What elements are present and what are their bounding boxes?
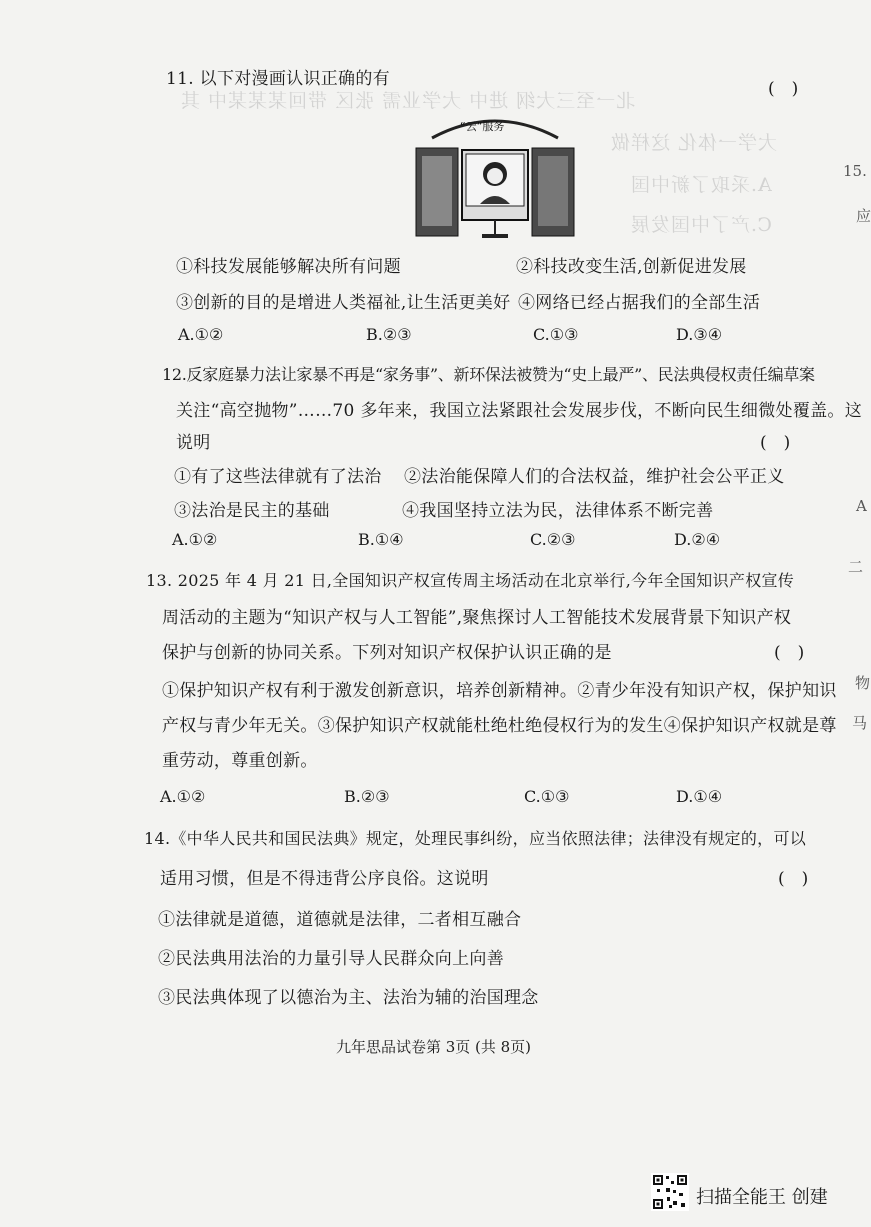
q11-choice-c: C.①③ (533, 325, 579, 344)
q14-stem-line: 适用习惯，但是不得违背公序良俗。这说明 (160, 869, 489, 889)
q13-choice-c: C.①③ (524, 787, 570, 806)
bleed-through-text: 北一至三大纲 进中 大学业需 张区 带回某某某中 其 (180, 90, 636, 112)
q14-stem-line: 14.《中华人民共和国民法典》规定，处理民事纠纷，应当依照法律；法律没有规定的，可以 (144, 829, 807, 848)
q12-choice-d: D.②④ (674, 530, 721, 549)
scanner-brand-label: 扫描全能王 创建 (696, 1187, 828, 1208)
q12-stem-line: 12.反家庭暴力法让家暴不再是“家务事”、新环保法被赞为“史上最严”、民法典侵权责任编草案 (162, 365, 815, 384)
q12-stem-line: 说明 (176, 433, 211, 453)
q13-items-line: ①保护知识产权有利于激发创新意识，培养创新精神。②青少年没有知识产权，保护知识 (162, 681, 837, 701)
q11-item-1: ①科技发展能够解决所有问题 (176, 257, 401, 277)
cloud-service-cartoon (412, 108, 578, 240)
q11-item-3: ③创新的目的是增进人类福祉,让生活更美好 (176, 293, 511, 313)
q13-stem-line: 周活动的主题为“知识产权与人工智能”,聚焦探讨人工智能技术发展背景下知识产权 (162, 608, 792, 628)
q11-item-2: ②科技改变生活,创新促进发展 (516, 257, 747, 277)
q12-answer-paren: ( ) (760, 433, 791, 453)
q12-choice-b: B.①④ (358, 530, 404, 549)
edge-char: 二 (848, 558, 864, 576)
q11-choice-d: D.③④ (676, 325, 723, 344)
page-footer: 九年思品试卷第 3页 (共 8页) (335, 1038, 532, 1056)
q11-choice-a: A.①② (178, 325, 224, 344)
bleed-through-text: A.采取了新中国 (630, 174, 772, 196)
edge-char: 应 (856, 207, 871, 225)
q14-item-2: ②民法典用法治的力量引导人民群众向上向善 (158, 949, 504, 969)
edge-char: 马 (852, 714, 868, 732)
q13-items-line: 产权与青少年无关。③保护知识产权就能杜绝杜绝侵权行为的发生④保护知识产权就是尊 (162, 716, 837, 736)
q11-answer-paren: ( ) (768, 79, 799, 99)
q12-item-3: ③法治是民主的基础 (174, 501, 330, 521)
q12-stem-line: 关注“高空抛物”……70 多年来，我国立法紧跟社会发展步伐，不断向民生细微处覆盖。这 (176, 401, 863, 421)
q12-item-4: ④我国坚持立法为民，法律体系不断完善 (402, 501, 714, 521)
cartoon-title: “云”服务 (460, 120, 505, 133)
q12-choice-c: C.②③ (530, 530, 576, 549)
bleed-through-text: C.产了中国发展 (630, 214, 772, 236)
q14-item-3: ③民法典体现了以德治为主、法治为辅的治国理念 (158, 988, 539, 1008)
q14-item-1: ①法律就是道德，道德就是法律，二者相互融合 (158, 910, 522, 930)
q13-choice-d: D.①④ (676, 787, 723, 806)
q13-choice-a: A.①② (160, 787, 206, 806)
qr-code-icon (651, 1173, 689, 1211)
q13-stem-line: 保护与创新的协同关系。下列对知识产权保护认识正确的是 (162, 643, 612, 663)
q14-answer-paren: ( ) (778, 869, 809, 889)
edge-char: 15. (843, 162, 867, 180)
q11-item-4: ④网络已经占据我们的全部生活 (518, 293, 761, 313)
edge-char: 物 (855, 674, 871, 692)
q12-item-2: ②法治能保障人们的合法权益，维护社会公平正义 (404, 467, 785, 487)
q13-choice-b: B.②③ (344, 787, 390, 806)
bleed-through-text: 大学一体化 这样做 (610, 132, 778, 154)
q13-stem-line: 13. 2025 年 4 月 21 日,全国知识产权宣传周主场活动在北京举行,今年全国知识产权宣传 (146, 571, 795, 590)
q13-answer-paren: ( ) (774, 643, 805, 663)
q12-item-1: ①有了这些法律就有了法治 (174, 467, 382, 487)
q11-choice-b: B.②③ (366, 325, 412, 344)
q13-items-line: 重劳动，尊重创新。 (162, 751, 318, 771)
q12-choice-a: A.①② (172, 530, 218, 549)
q11-stem: 11. 以下对漫画认识正确的有 (166, 69, 390, 89)
edge-char: A (856, 497, 867, 515)
